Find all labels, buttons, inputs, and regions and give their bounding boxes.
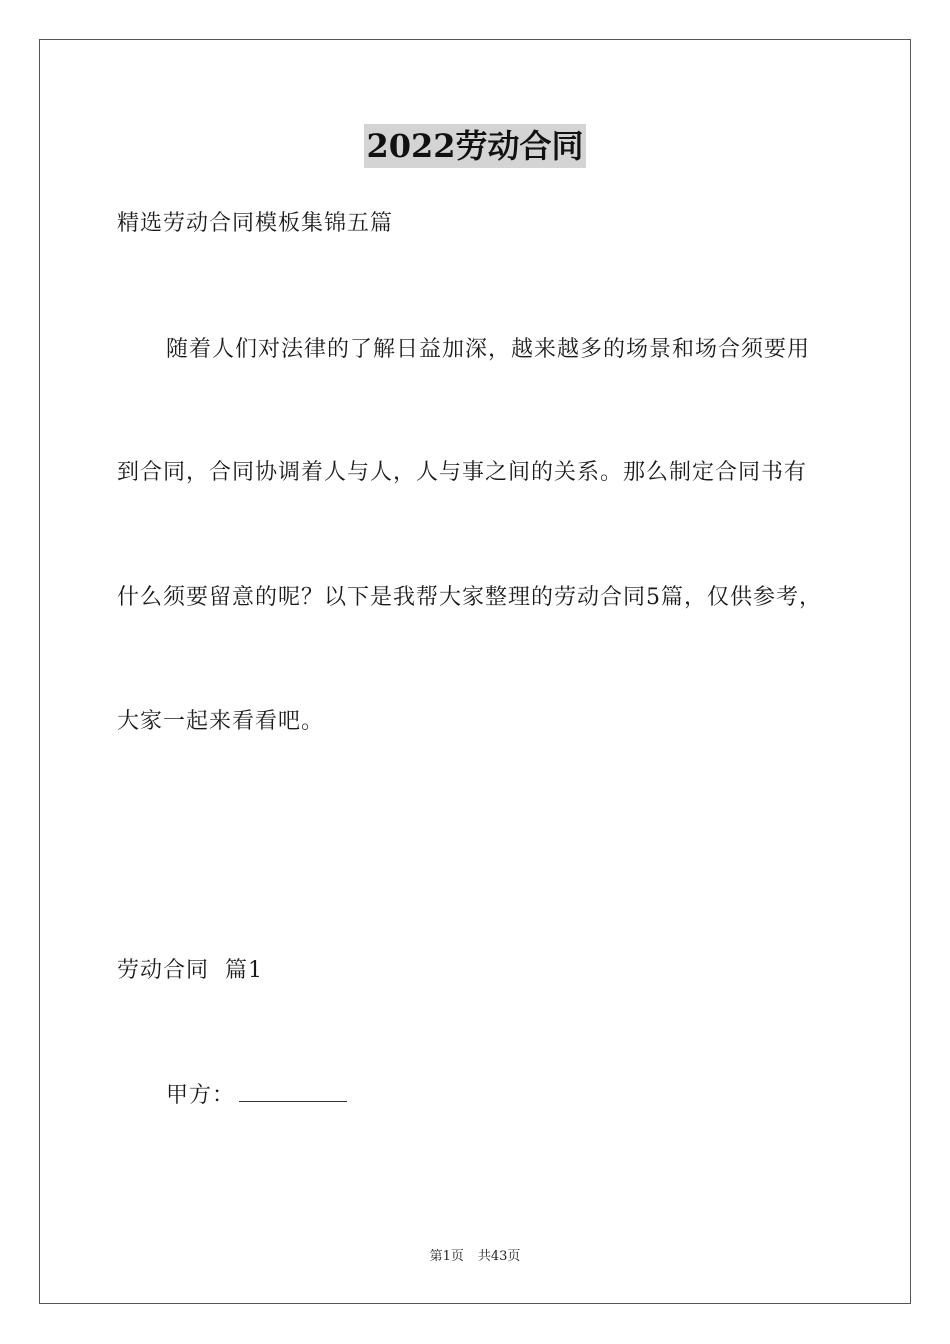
page-footer: [0, 1248, 950, 1266]
intro-line-3: 什么须要留意的呢？以下是我帮大家整理的劳动合同5篇，仅供参考，: [117, 585, 822, 610]
intro-line-1: 随着人们对法律的了解日益加深，越来越多的场景和场合须要用: [166, 337, 811, 362]
party-a-row: [166, 1081, 347, 1111]
document-subtitle: 精选劳动合同模板集锦五篇: [117, 211, 394, 236]
intro-line-2: 到合同，合同协调着人与人，人与事之间的关系。那么制定合同书有: [117, 460, 808, 485]
title-container: [0, 124, 950, 168]
section-heading: 劳动合同 篇1: [117, 958, 263, 983]
party-a-blank: [239, 1081, 347, 1102]
intro-line-4: 大家一起来看看吧。: [117, 709, 325, 734]
page-number-total: 共43页: [477, 1249, 521, 1264]
party-a-label: 甲方：: [166, 1083, 236, 1108]
document-title: 2022劳动合同: [364, 124, 585, 168]
page-number-current: 第1页: [429, 1249, 464, 1264]
